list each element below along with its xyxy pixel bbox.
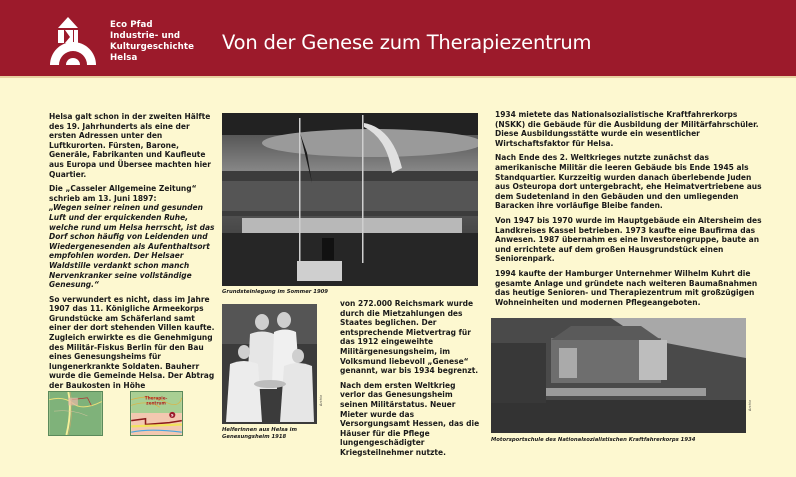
left-text-column bbox=[49, 112, 219, 396]
paragraph: von 272.000 Reichsmark wurde durch die Mietzahlungen des Staates beglichen. Der entsprechende Mietvertrag für das 1912 eingeweihte Militärgenesungsheim, im Volksmund liebevoll „Genese“ genannt, war bis 1934 begrenzt. bbox=[340, 299, 479, 376]
crowd-photo-image bbox=[222, 113, 478, 286]
nurses-photo-image bbox=[222, 304, 317, 424]
brand-line: Industrie- und bbox=[110, 31, 181, 41]
photo-caption: Grundsteinlegung im Sommer 1909 bbox=[222, 289, 328, 295]
newspaper-quote: „Wegen seiner reinen und gesunden Luft und der erquickenden Ruhe, welche rund um Helsa herrscht, ist das Dorf schon häufig von Leidenden und Wiedergenesenden als Aufenthaltsort empfohlen worden. Der Helsaer Waldstille verdankt schon manch Nervenkranker seine vollständige Genesung.“ bbox=[49, 203, 215, 290]
detail-map-graphic bbox=[131, 392, 182, 435]
photo-ceremony-1909 bbox=[222, 113, 478, 286]
paragraph: 1934 mietete das Nationalsozialistische Kraftfahrerkorps (NSKK) die Gebäude für die Ausbildung der Militärfahrschüler. Diese Ausbildungsstätte wurde ein wesentlicher Wirtschaftsfaktor für Helsa. bbox=[495, 110, 759, 148]
brand-line: Helsa bbox=[110, 53, 138, 63]
header-banner bbox=[0, 0, 796, 78]
photo-caption bbox=[222, 427, 297, 441]
page-title: Von der Genese zum Therapiezentrum bbox=[222, 31, 592, 54]
brand-name bbox=[110, 20, 194, 64]
middle-text-column bbox=[340, 299, 482, 463]
topographic-map-icon bbox=[49, 392, 102, 435]
overview-map bbox=[48, 391, 103, 436]
photo-credit: Archiv bbox=[748, 400, 752, 411]
caption-line: Helferinnen aus Helsa im bbox=[222, 427, 298, 433]
paragraph: Von 1947 bis 1970 wurde im Hauptgebäude ein Altersheim des Landkreises Kassel betrieben. 1973 kaufte eine Baufirma das Anwesen. 1987 übernahm es eine Investorengruppe, baute an und errichtete auf dem großen Hausgrundstück einen Seniorenpark. bbox=[495, 215, 762, 264]
detail-map bbox=[130, 391, 183, 436]
paragraph: So verwundert es nicht, dass im Jahre 1907 das 11. Königliche Armeekorps Grundstücke am Schäferland samt einer der dort stehenden Villen kaufte. Zugleich erwirkte es die Genehmigung des Militär-Fiskus Berlin für den Bau eines Genesungsheims für lungenerkrankte Soldaten. Bauherr wurde die Gemeinde Helsa. Der Abtrag der Baukosten in Höhe bbox=[49, 294, 215, 391]
eco-pfad-logo-icon bbox=[48, 15, 100, 67]
photo-motorsport-school-1934 bbox=[491, 318, 746, 433]
svg-text:Therapie-: Therapie- bbox=[144, 395, 168, 401]
photo-credit: Archiv bbox=[319, 395, 323, 406]
svg-text:zentrum: zentrum bbox=[146, 400, 166, 406]
paragraph: Nach dem ersten Weltkrieg verlor das Genesungsheim seinen Militärstatus. Neuer Mieter wurde das Versorgungsamt Hessen, das die Häuser für die Pflege lungengeschädigter Kriegsteilnehmer nutzte. bbox=[340, 380, 480, 457]
photo-nurses-1918 bbox=[222, 304, 317, 424]
brand-line: Eco Pfad bbox=[110, 20, 153, 30]
paragraph: Die „Casseler Allgemeine Zeitung“ schrieb am 13. Juni 1897: bbox=[49, 184, 197, 203]
paragraph: Nach Ende des 2. Weltkrieges nutzte zunächst das amerikanische Militär die leeren Gebäude bis Ende 1945 als Standquartier. Kurzzeitig wurden danach überlebende Juden aus Osteuropa dort untergebracht, ehe Heimatvertriebene aus dem Sudetenland in den Gebäuden und den umliegenden Baracken ihre vorläufige Bleibe fanden. bbox=[495, 153, 762, 211]
right-text-column bbox=[495, 110, 765, 312]
paragraph: 1994 kaufte der Hamburger Unternehmer Wilhelm Kuhrt die gesamte Anlage und gründete nach weiteren Baumaßnahmen das heutige Senioren- und Therapiezentrum mit großzügigen Wohneinheiten und modernen Pflegeangeboten. bbox=[495, 268, 758, 307]
caption-line: Genesungsheim 1918 bbox=[222, 433, 287, 440]
photo-caption: Motorsportschule des Nationalsozialistischen Kraftfahrerkorps 1934 bbox=[491, 437, 696, 443]
building-photo-image bbox=[491, 318, 746, 433]
location-marker: 9 bbox=[170, 412, 174, 418]
paragraph: Helsa galt schon in der zweiten Hälfte des 19. Jahrhunderts als eine der ersten Adressen unter den Luftkurorten. Fürsten, Barone, Generäle, Fabrikanten und Kaufleute aus Europa und Übersee machten hier Quartier. bbox=[49, 112, 211, 179]
brand-line: Kulturgeschichte bbox=[110, 42, 195, 52]
